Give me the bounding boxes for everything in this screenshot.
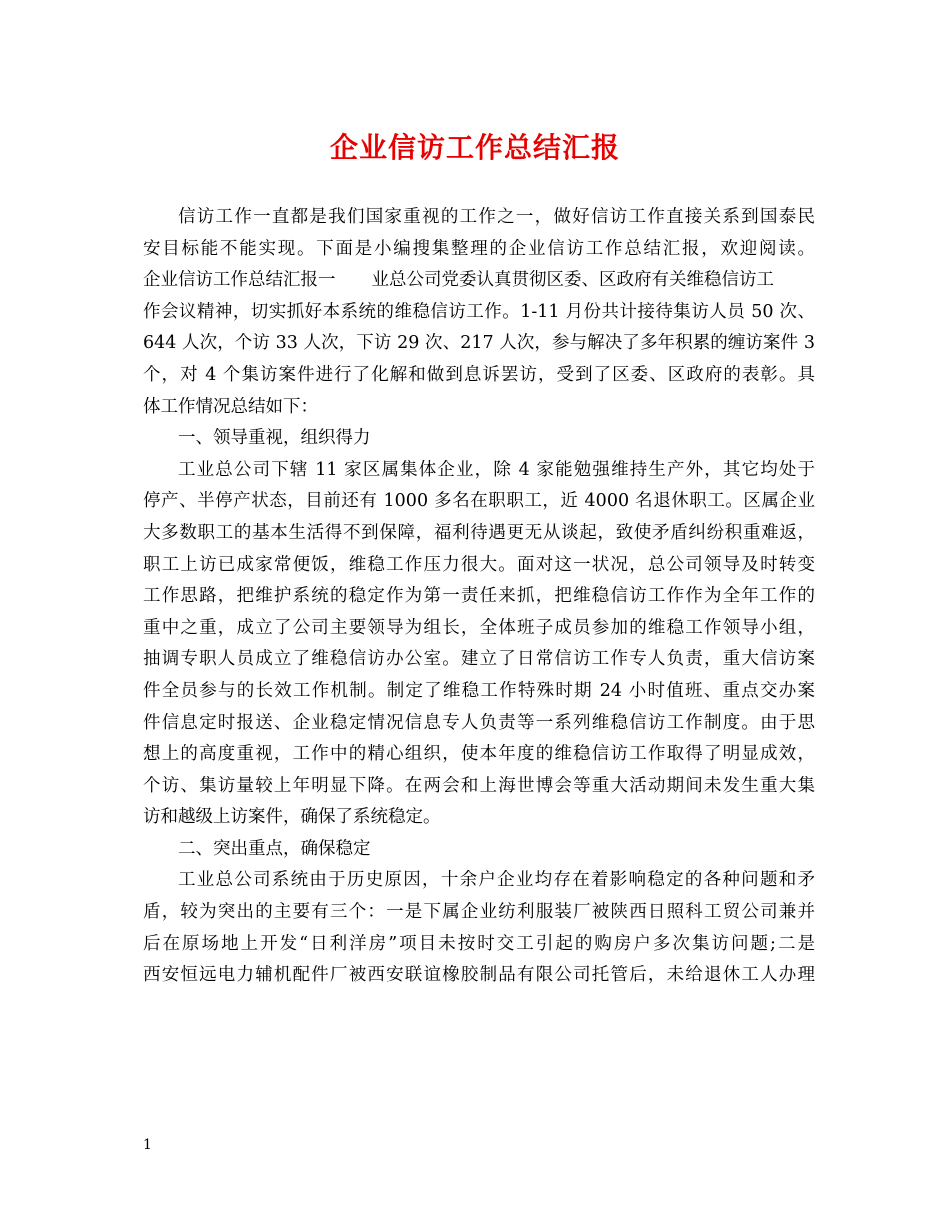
document-title: 企业信访工作总结汇报 [329,131,620,164]
body-line: 抽调专职人员成立了维稳信访办公室。建立了日常信访工作专人负责，重大信访案 [143,649,815,670]
page-number: 1 [143,1137,152,1153]
body-line: 工作思路，把维护系统的稳定作为第一责任来抓，把维稳信访工作作为全年工作的 [143,586,815,607]
body-line: 安目标能不能实现。下面是小编搜集整理的企业信访工作总结汇报，欢迎阅读。 [143,238,815,259]
body-line: 体工作情况总结如下： [143,396,318,417]
body-line: 盾，较为突出的主要有三个：一是下属企业纺利服装厂被陕西日照科工贸公司兼并 [143,902,815,923]
document-body [143,202,815,992]
body-line-with-heading [143,265,815,297]
body-line: 工业总公司系统由于历史原因，十余户企业均存在着影响稳定的各种问题和矛 [178,870,815,891]
body-line: 想上的高度重视，工作中的精心组织，使本年度的维稳信访工作取得了明显成效， [143,744,815,765]
body-line: 件全员参与的长效工作机制。制定了维稳工作特殊时期 24 小时值班、重点交办案 [143,680,815,701]
section-heading: 二、突出重点，确保稳定 [178,838,371,859]
section-heading: 一、领导重视，组织得力 [178,428,371,449]
body-line: 工业总公司下辖 11 家区属集体企业，除 4 家能勉强维持生产外，其它均处于 [178,459,815,480]
body-line: 作会议精神，切实抓好本系统的维稳信访工作。1-11 月份共计接待集访人员 50 次、 [143,301,815,322]
body-line: 职工上访已成家常便饭，维稳工作压力很大。面对这一状况，总公司领导及时转变 [143,554,815,575]
body-line: 个访、集访量较上年明显下降。在两会和上海世博会等重大活动期间未发生重大集 [143,775,815,796]
body-line: 重中之重，成立了公司主要领导为组长，全体班子成员参加的维稳工作领导小组， [143,617,815,638]
body-line: 停产、半停产状态，目前还有 1000 多名在职职工，近 4000 名退休职工。区属企业 [143,491,815,512]
body-line: 个，对 4 个集访案件进行了化解和做到息诉罢访，受到了区委、区政府的表彰。具 [143,364,815,385]
body-line: 后在原场地上开发“日利洋房”项目未按时交工引起的购房户多次集访问题;二是 [143,933,815,954]
body-text-fragment: 业总公司党委认真贯彻区委、区政府有关维稳信访工 [371,270,774,291]
body-line: 访和越级上访案件，确保了系统稳定。 [143,807,441,828]
body-line: 西安恒远电力辅机配件厂被西安联谊橡胶制品有限公司托管后，未给退休工人办理 [143,965,815,986]
body-line: 大多数职工的基本生活得不到保障，福利待遇更无从谈起，致使矛盾纠纷积重难返， [143,522,815,543]
report-heading-one: 企业信访工作总结汇报一 [143,270,336,291]
body-line: 件信息定时报送、企业稳定情况信息专人负责等一系列维稳信访工作制度。由于思 [143,712,815,733]
body-line: 信访工作一直都是我们国家重视的工作之一，做好信访工作直接关系到国泰民 [178,207,815,227]
body-line: 644 人次，个访 33 人次，下访 29 次、217 人次，参与解决了多年积累的缠访案件 3 [143,333,815,354]
